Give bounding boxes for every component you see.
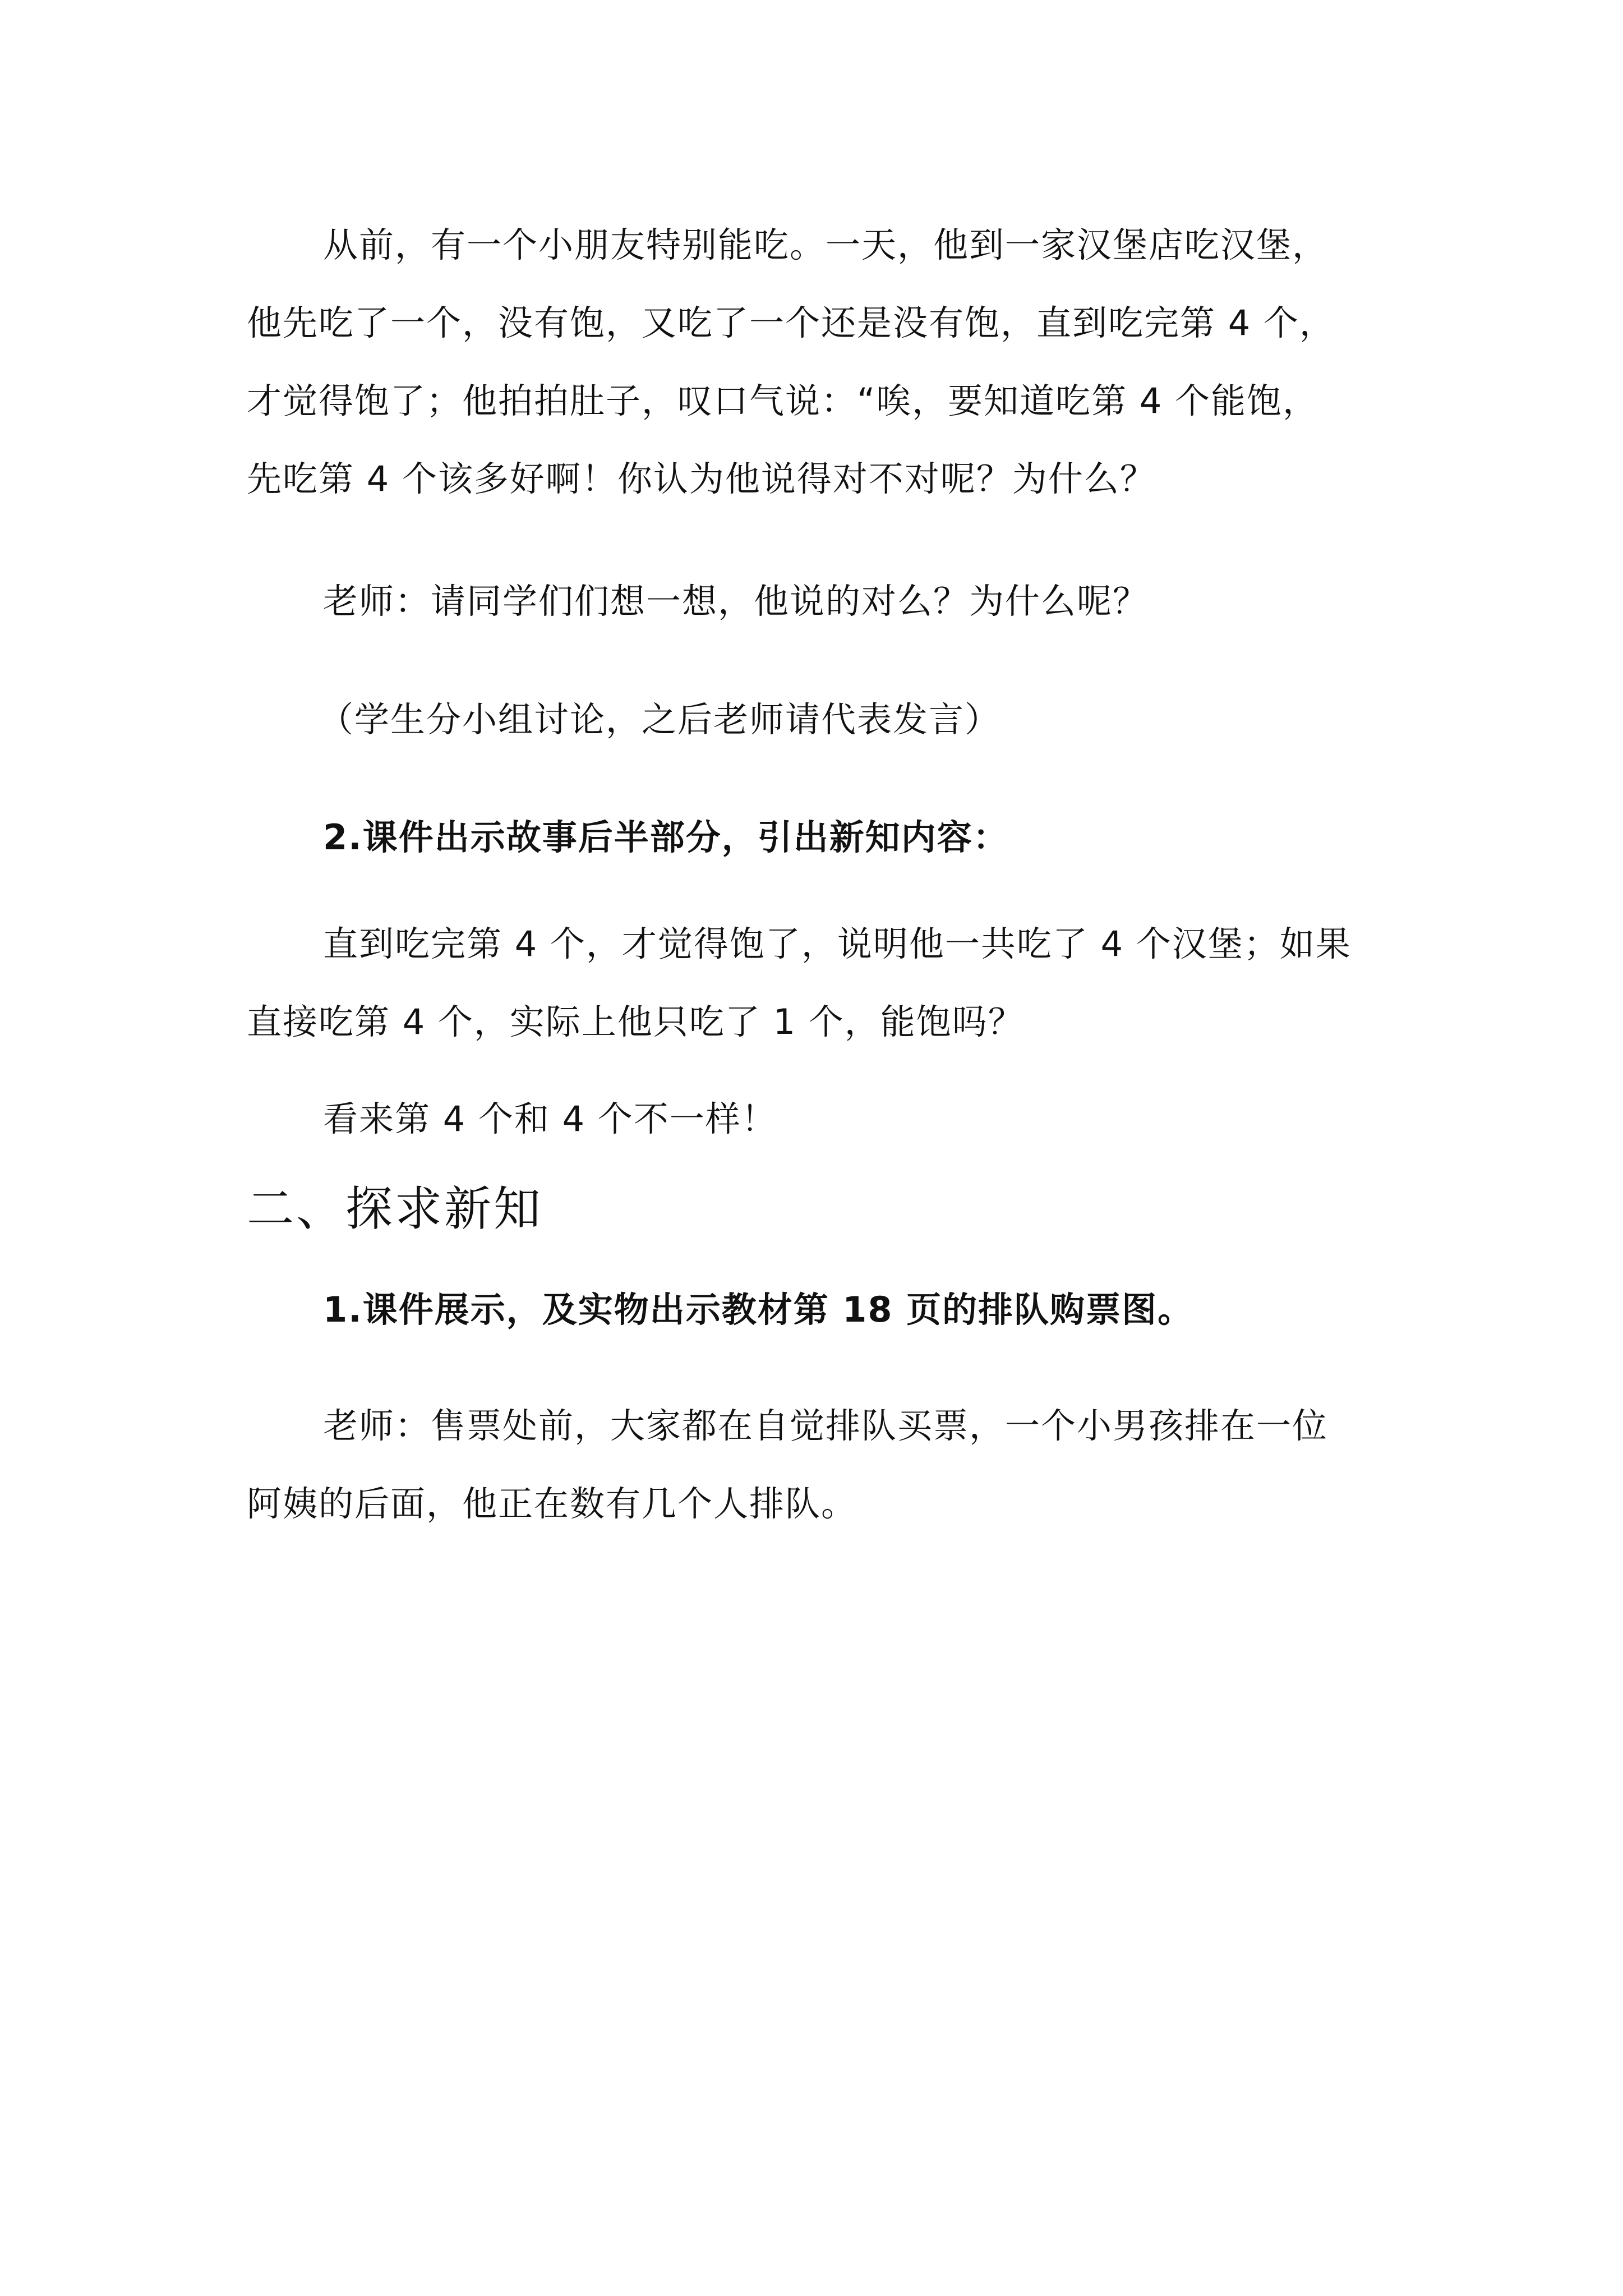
section-heading: 二、探求新知 [247,1181,543,1236]
explanation-paragraph [247,905,1419,1061]
teacher-question: 老师：请同学们们想一想，他说的对么？为什么呢？ [323,581,1149,622]
teacher-scene-paragraph [247,1387,1419,1543]
story-line: 才觉得饱了；他拍拍肚子，叹口气说：“唉，要知道吃第 4 个能饱， [247,380,1318,421]
group-discussion-note: （学生分小组讨论，之后老师请代表发言） [319,699,1001,740]
teacher-scene-line: 阿姨的后面，他正在数有几个人排队。 [247,1483,857,1524]
explanation-line: 直到吃完第 4 个，才觉得饱了，说明他一共吃了 4 个汉堡；如果 [323,923,1352,964]
story-line: 先吃第 4 个该多好啊！你认为他说得对不对呢？为什么？ [247,458,1156,499]
explanation-line: 直接吃第 4 个，实际上他只吃了 1 个，能饱吗？ [247,1001,1024,1042]
story-line: 他先吃了一个，没有饱，又吃了一个还是没有饱，直到吃完第 4 个， [247,302,1335,343]
story-paragraph [247,206,1419,518]
section-step1: 1.课件展示，及实物出示教材第 18 页的排队购票图。 [323,1289,1194,1330]
conclusion: 看来第 4 个和 4 个不一样！ [323,1098,777,1139]
step2-heading: 2.课件出示故事后半部分，引出新知内容： [323,817,1009,858]
story-line: 从前，有一个小朋友特别能吃。一天，他到一家汉堡店吃汉堡， [323,224,1329,265]
teacher-scene-line: 老师：售票处前，大家都在自觉排队买票，一个小男孩排在一位 [323,1405,1329,1446]
